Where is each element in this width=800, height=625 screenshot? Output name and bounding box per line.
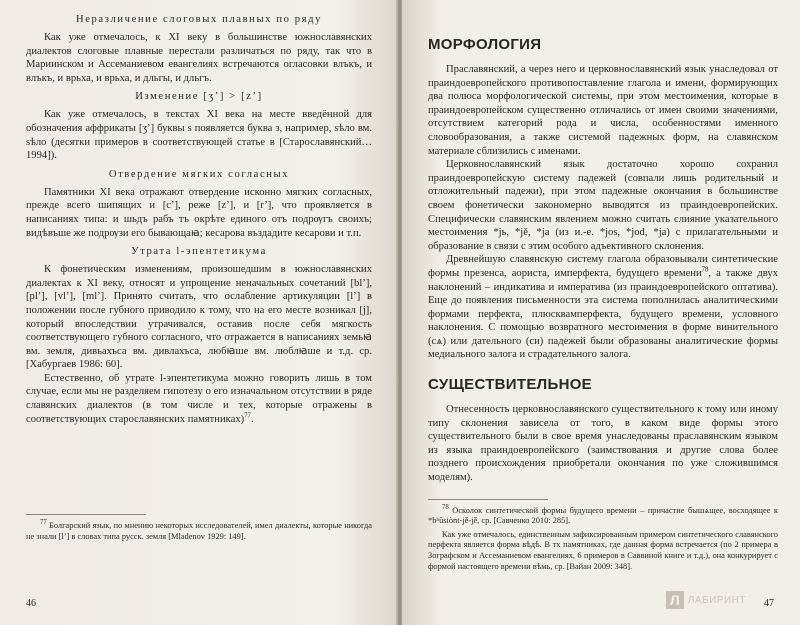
paragraph-affricate-change: Как уже отмечалось, в текстах XI века на месте введённой для обозначения аффрикаты [ʒ’] буквы ѕ появляется буква з, например, ѕѣло вм. ѕѣло (десятки примеров в соответствующей статье в [Старославянский… 1994]).	[26, 109, 372, 162]
chapter-heading-morphology: МОРФОЛОГИЯ	[428, 36, 542, 53]
paragraph-hardening: Памятники XI века отражают отвердение исконно мягких согласных, прежде всего шипящих и [с’], реже [z’], и [r’], что проявляется в написаниях типа: и шьдъ рабъ тъ окрѣте единого отъ подрѹгъ своихъ; видѣвъше же подрѹзи его бывающаꙗ; кесарова въздадите кесарови и т.п.	[26, 186, 372, 239]
labirint-logo-icon: Л	[666, 591, 684, 609]
footnote-perfect	[428, 530, 778, 572]
right-column	[428, 8, 778, 575]
watermark-text: ЛАБИРИНТ	[687, 594, 746, 606]
footnote-text-perfect: Как уже отмечалось, единственным зафиксированным примером синтетического славянского перфекта является форма вѣдѣ. В тх памятниках, где данная форма встречается (по 2 примера в Зографском и Ассеманиевом евангелиях, 6 примеров в Саввиной книге и т.д.), она конкурирует с формой настоящего времени вѣмь, ср. [Вайан 2009: 348].	[428, 529, 778, 571]
footnote-text-78: Осколок синтетической формы будущего времени – причастие бышѧщее, восходящее к *bʰūsiònt-jě-jě, ср. [Савченко 2010: 285].	[428, 505, 778, 526]
paragraph-l-epentheticum-1: К фонетическим изменениям, произошедшим в южнославянских диалектах к XI веку, относят и упрощение неначальных сочетаний [bl’], [pl’], [vl’], [ml’]. Принято считать, что ослабление артикуляции [l’] в положении после губного приводило к тому, что на его месте возникал [j], который впоследствии утрачивался, оставив после себя мягкость соответствующего губного согласного, что отражается в написаниях земьꙗ вм. земля, дивьахъса вм. дивлахъса, любꙗше вм. люблꙗше и т.д. ср. [Хабургаев 1986: 60].	[26, 264, 372, 371]
paragraph-morphology-2: Церковнославянский язык достаточно хорошо сохранил праиндоевропейскую систему падежей (совпали лишь родительный и отложительный падежи), при этом падежные окончания в большинстве своем фонетически закономерно выводятся из праиндоевропейских. Специфически славянским явлением можно считать слияние указательного местоимения *jь, *jě, *ja (из и.-е. *jos, *jod, *ja) с прилагательными и образование в связи с этим особого адъективного склонения.	[428, 159, 778, 252]
footnote-number: 77	[40, 519, 47, 527]
left-page	[0, 0, 398, 625]
footnote-number-78: 78	[442, 503, 449, 511]
left-column	[26, 8, 372, 545]
paragraph-end-period: .	[250, 413, 254, 425]
watermark-logo	[666, 591, 746, 609]
footnote-divider	[26, 514, 146, 515]
footnote-77	[26, 521, 372, 542]
paragraph-morphology-3	[428, 253, 778, 362]
paragraph-l-epentheticum-2-text: Естественно, об утрате l-эпентетикума можно говорить лишь в том случае, если мы не разделяем гипотезу о его изначальном отсутствии в ряде славянских диалектов (в том числе и тех, которые отражены в соответствующих старославянских памятниках)	[26, 372, 372, 425]
paragraph-syllabic-liquids: Как уже отмечалось, к XI веку в большинстве южнославянских диалектов слоговые плавные перестали различаться по ряду, так что в Мариинском и Ассеманиевом евангелиях встречаются огласовки влъкъ, и влъкъ, и врьха, и врьха, и дльгы, и дльгъ.	[26, 32, 372, 84]
paragraph-noun-1: Отнесенность церковнославянского существительного к тому или иному типу склонения зависела от того, в каком виде формы этого существительного были в свое время унаследованы праславянским языком из языка праиндоевропейского (заимствования и другие слова более позднего происхождения приобретали окончания по уже сложившимся моделям).	[428, 404, 778, 484]
footnote-divider-right	[428, 499, 548, 500]
page-number-right: 47	[764, 598, 774, 609]
right-page	[402, 0, 800, 625]
section-heading-affricate-change: Изменение [ʒ’] > [z’]	[135, 91, 263, 103]
paragraph-l-epentheticum-2	[26, 372, 372, 426]
footnote-78	[428, 503, 778, 527]
page-number-left: 46	[26, 598, 36, 609]
footnote-ref-77: 77	[244, 412, 251, 420]
footnote-ref-78: 78	[701, 266, 709, 274]
section-heading-l-epentheticum: Утрата l-эпентетикума	[131, 246, 267, 258]
paragraph-morphology-3b: , а также двух наклонений – индикатива и императива (из праиндоевропейского оптатива). Еще до появления письменности эта система пополнилась аналитическими формами перфекта, плюсквамперфекта, будущего времени, условного наклонения. С помощью возвратного местоимения в форме винительного (сѧ) или дательного (си) падежей были образованы аналитические формы медиального залога и страдательного залога.	[428, 267, 778, 361]
footnote-text: Болгарский язык, по мнению некоторых исследователей, имел диалекты, которые никогда не знали [l’] в словах типа русск. земля [Mladenov 1929: 149].	[26, 521, 372, 541]
section-heading-hardening: Отвердение мягких согласных	[108, 168, 290, 180]
paragraph-morphology-1: Праславянский, а через него и церковнославянский язык унаследовал от праиндоевропейского противопоставление глагола и имени, формирующих два полюса морфологической системы, при этом местоимения, которые в праиндоевропейском существенно отличались от имен своими значениями, отсутствием категорий рода и числа, особенностями именного словообразования, а также системой падежных форм, на славянском материале сблизились с именами.	[428, 64, 778, 157]
chapter-heading-noun: СУЩЕСТВИТЕЛЬНОЕ	[428, 376, 592, 394]
paragraph-morphology-3a: Древнейшую славянскую систему глагола образовывали синтетические формы презенса, аориста, имперфекта, будущего времени	[428, 254, 778, 279]
section-heading-syllabic-liquids: Неразличение слоговых плавных по ряду	[75, 14, 322, 25]
